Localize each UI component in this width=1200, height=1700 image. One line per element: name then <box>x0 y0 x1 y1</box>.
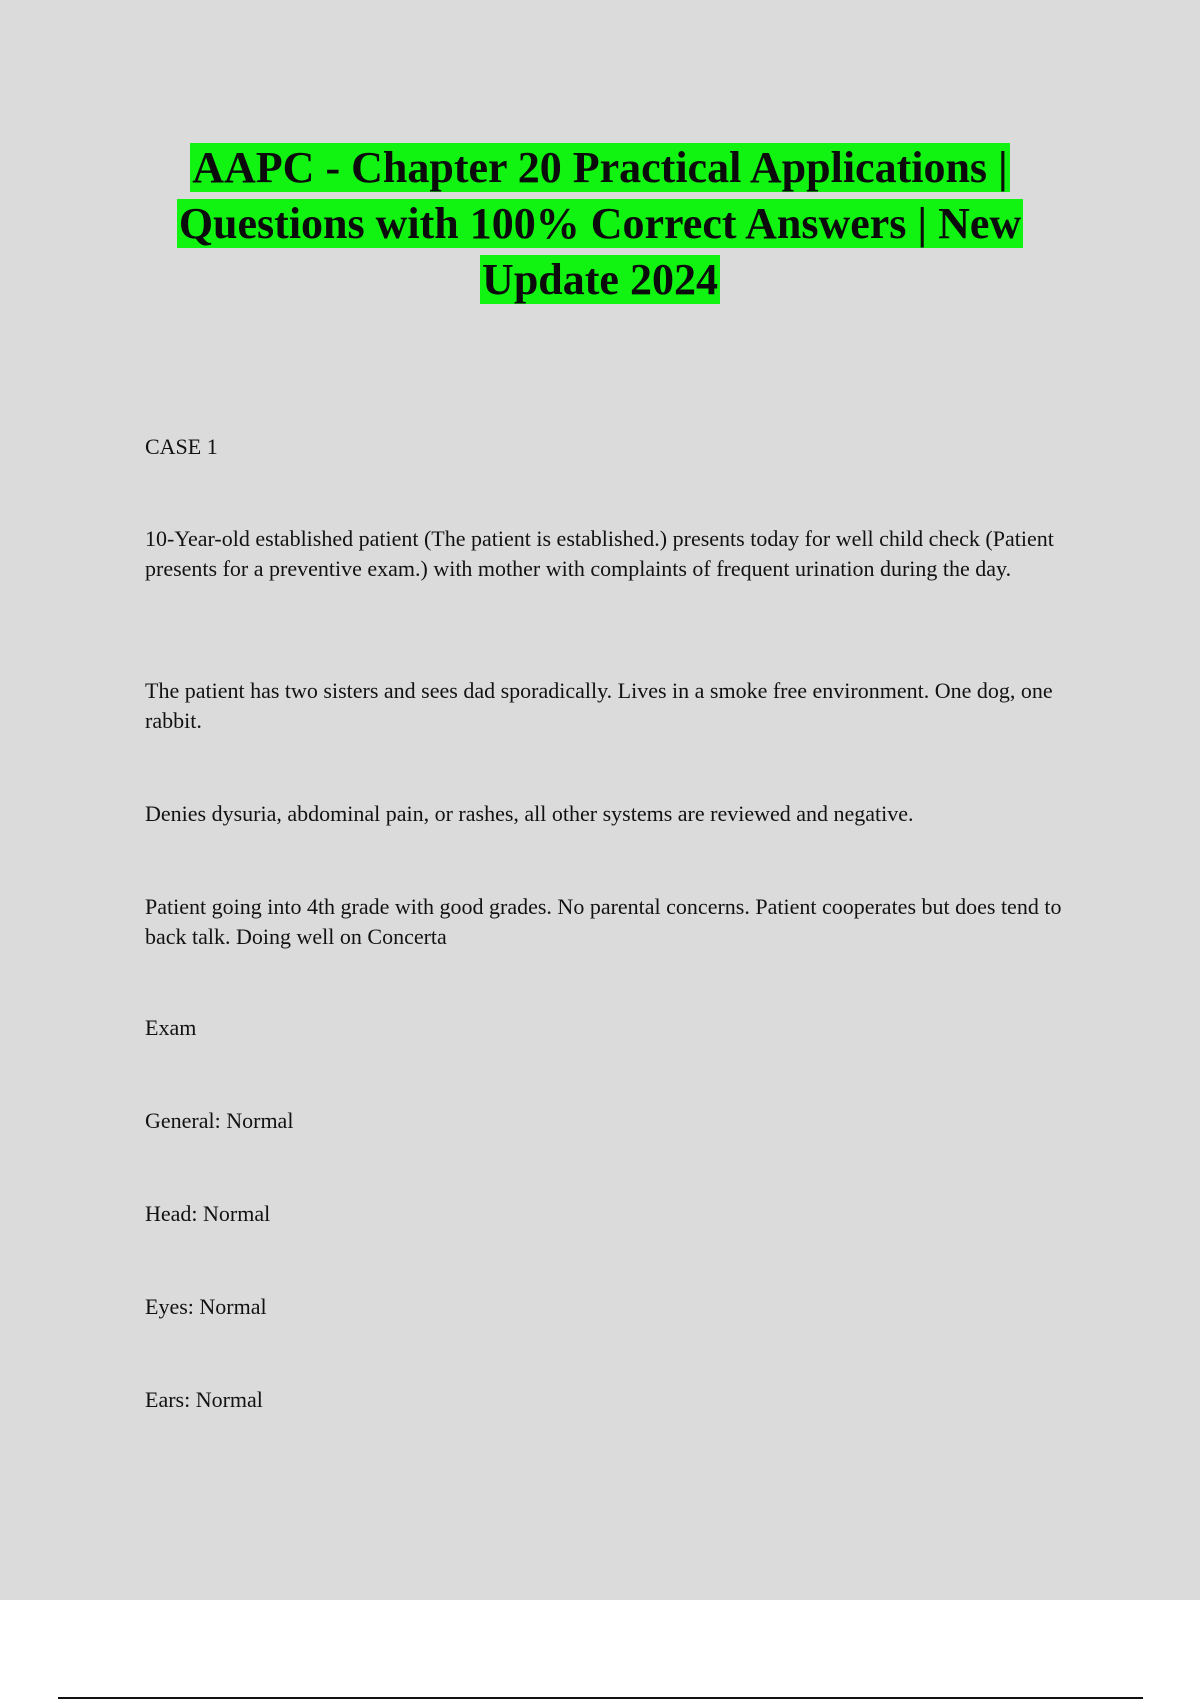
title-line-2: Questions with 100% Correct Answers | New <box>178 199 1022 248</box>
case-heading: CASE 1 <box>145 434 218 459</box>
document-title <box>100 140 1100 308</box>
exam-heading: Exam <box>145 1015 197 1040</box>
paragraph-social-history: The patient has two sisters and sees dad sporadically. Lives in a smoke free environment. One dog, one rabbit. <box>145 678 1053 733</box>
title-line-3: Update 2024 <box>482 255 718 304</box>
title-line-1: AAPC - Chapter 20 Practical Applications | <box>192 143 1008 192</box>
exam-general: General: Normal <box>145 1108 294 1133</box>
exam-ears: Ears: Normal <box>145 1387 263 1412</box>
exam-eyes: Eyes: Normal <box>145 1294 267 1319</box>
paragraph-presentation: 10-Year-old established patient (The patient is established.) presents today for well child check (Patient presents for a preventive exam.) with mother with complaints of frequent urination during the day. <box>145 526 1054 581</box>
paragraph-review-of-systems: Denies dysuria, abdominal pain, or rashes, all other systems are reviewed and negative. <box>145 801 914 826</box>
exam-head: Head: Normal <box>145 1201 271 1226</box>
footer-divider <box>58 1697 1143 1699</box>
paragraph-development: Patient going into 4th grade with good grades. No parental concerns. Patient cooperates but does tend to back talk. Doing well on Concerta <box>145 894 1062 949</box>
